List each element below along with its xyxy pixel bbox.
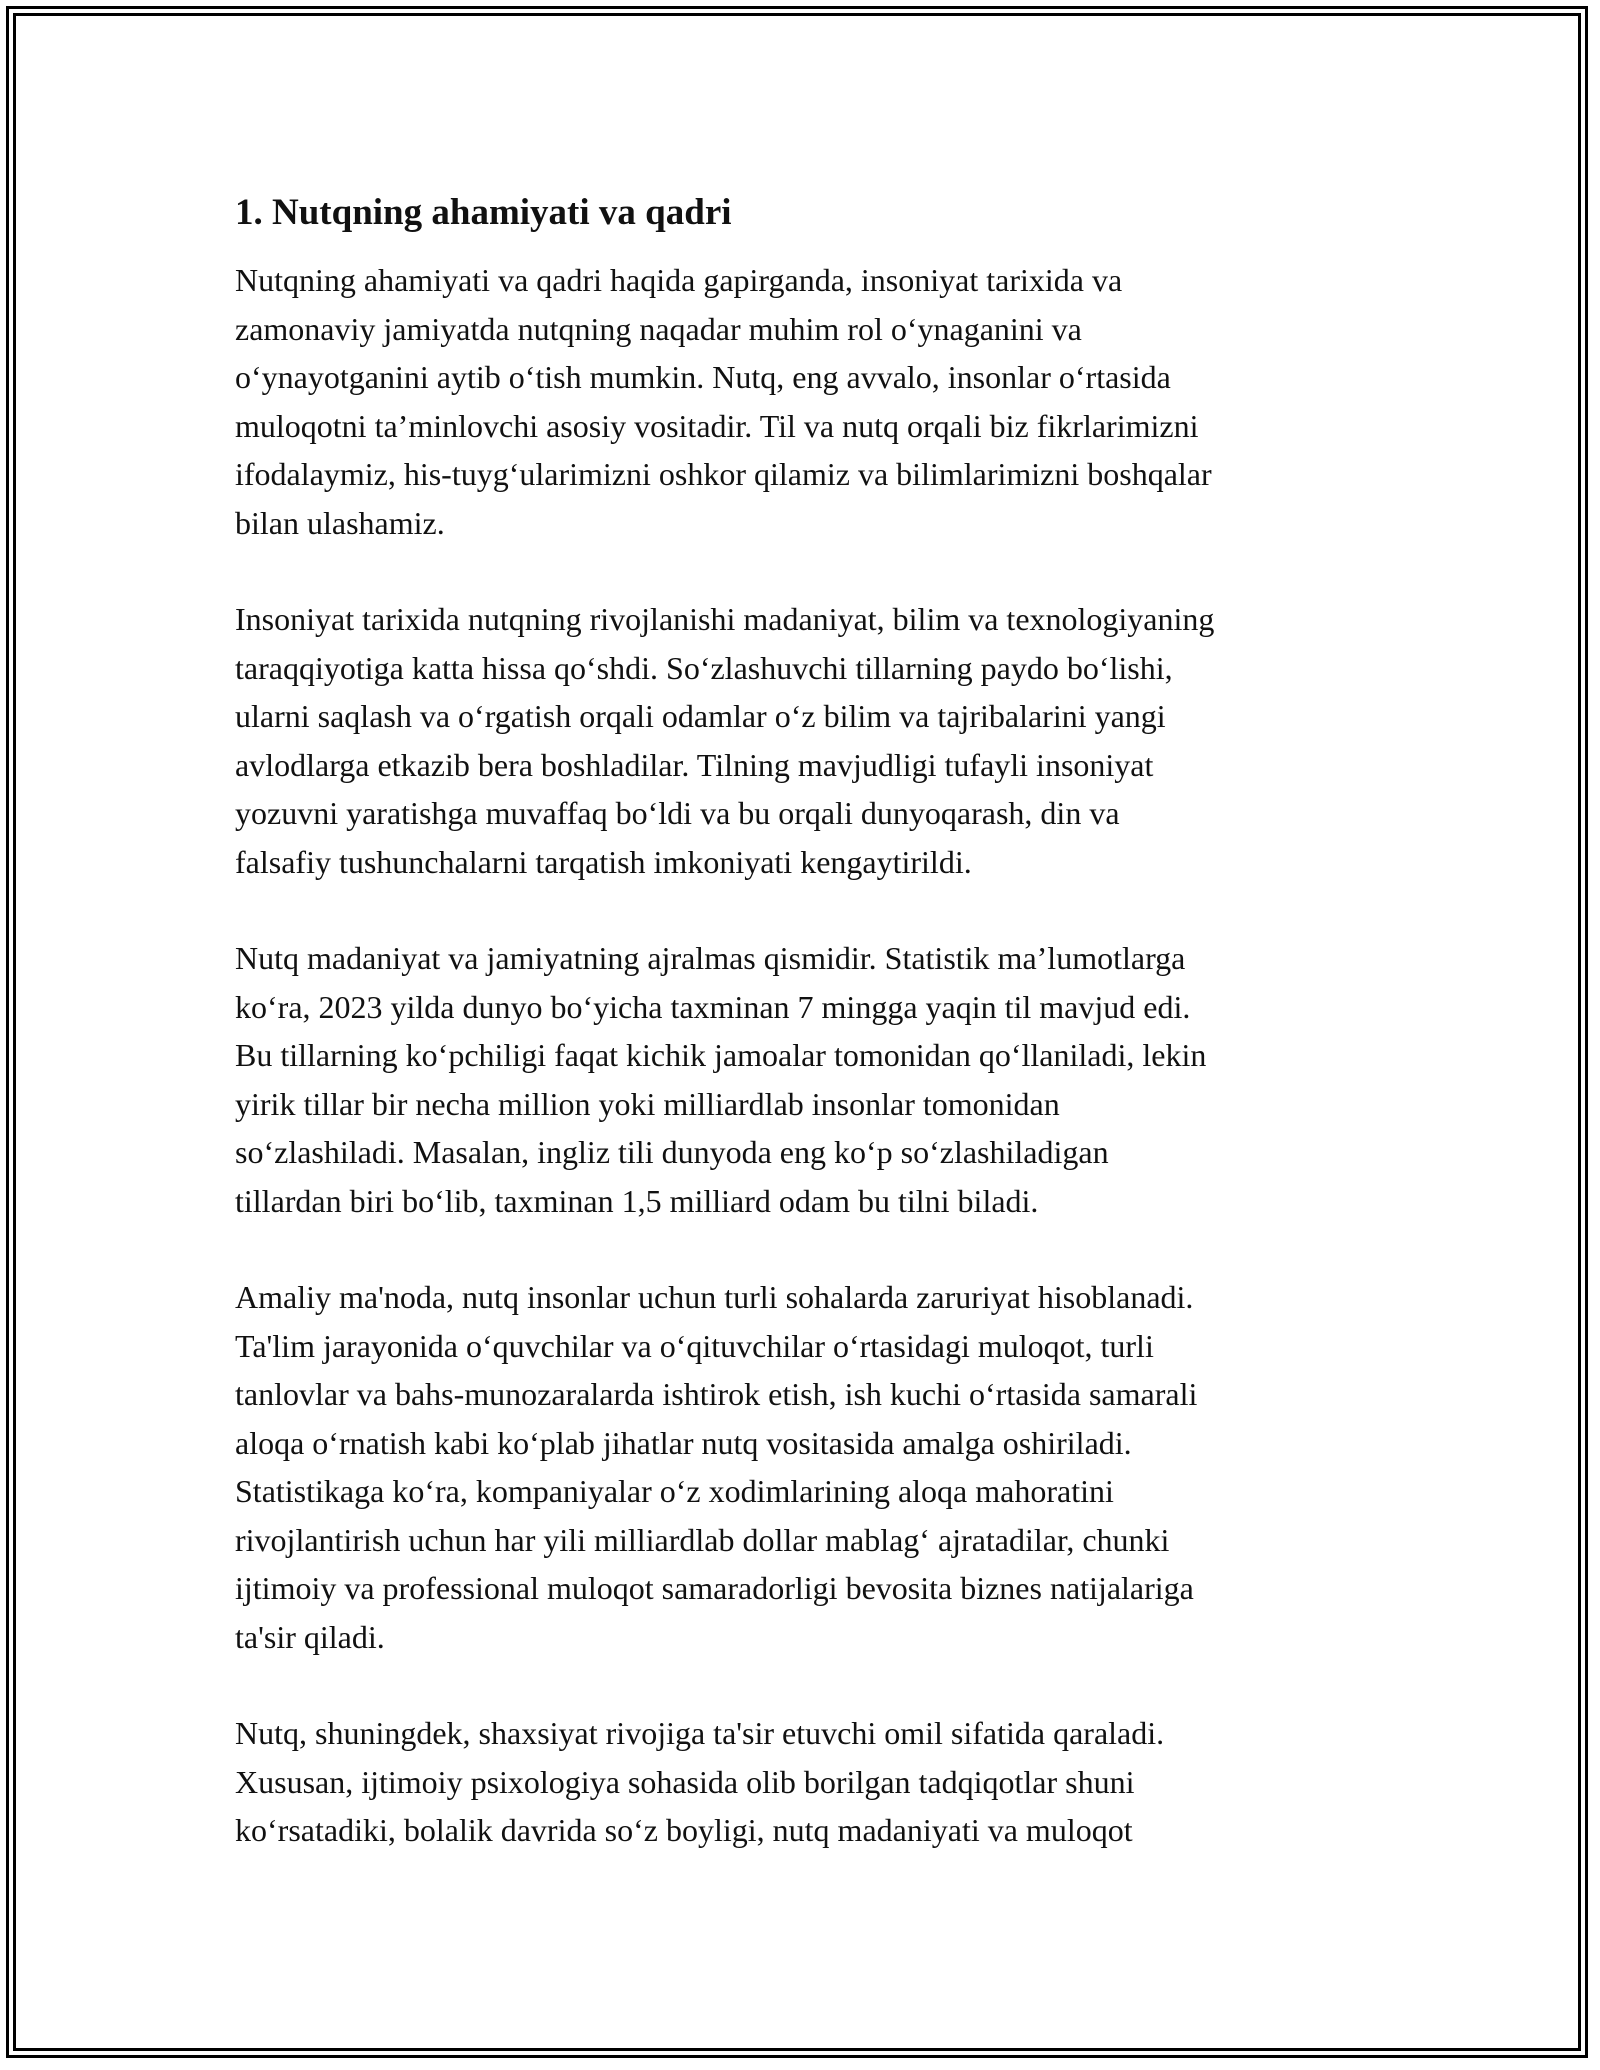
text-line: zamonaviy jamiyatda nutqning naqadar muhim rol o‘ynaganini va xyxy=(235,310,1082,347)
paragraph-4 xyxy=(235,1273,1365,1661)
text-line: so‘zlashiladi. Masalan, ingliz tili dunyoda eng ko‘p so‘zlashiladigan xyxy=(235,1134,1109,1170)
text-line: ko‘ra, 2023 yilda dunyo bo‘yicha taxminan 7 mingga yaqin til mavjud edi. xyxy=(235,988,1191,1025)
paragraph-3 xyxy=(235,934,1365,1225)
text-line: ularni saqlash va o‘rgatish orqali odamlar o‘z bilim va tajribalarini yangi xyxy=(235,698,1166,734)
text-line: avlodlarga etkazib bera boshladilar. Tilning mavjudligi tufayli insoniyat xyxy=(235,746,1154,783)
text-line: yozuvni yaratishga muvaffaq bo‘ldi va bu orqali dunyoqarash, din va xyxy=(235,795,1120,831)
text-line: tanlovlar va bahs-munozaralarda ishtirok etish, ish kuchi o‘rtasida samarali xyxy=(235,1376,1198,1412)
text-line: ko‘rsatadiki, bolalik davrida so‘z boyligi, nutq madaniyati va muloqot xyxy=(235,1812,1133,1848)
text-line: Ta'lim jarayonida o‘quvchilar va o‘qituvchilar o‘rtasidagi muloqot, turli xyxy=(235,1327,1154,1364)
text-line: tillardan biri bo‘lib, taxminan 1,5 milliard odam bu tilni biladi. xyxy=(235,1182,1039,1219)
text-line: o‘ynayotganini aytib o‘tish mumkin. Nutq, eng avvalo, insonlar o‘rtasida xyxy=(235,359,1171,395)
paragraph-2 xyxy=(235,595,1365,886)
text-line: Nutqning ahamiyati va qadri haqida gapirganda, insoniyat tarixida va xyxy=(235,262,1123,298)
paragraph-5 xyxy=(235,1709,1365,1855)
text-line: Statistikaga ko‘ra, kompaniyalar o‘z xodimlarining aloqa mahoratini xyxy=(235,1473,1114,1509)
text-line: taraqqiyotiga katta hissa qo‘shdi. So‘zlashuvchi tillarning paydo bo‘lishi, xyxy=(235,649,1173,686)
text-line: yirik tillar bir necha million yoki milliardlab insonlar tomonidan xyxy=(235,1085,1060,1122)
text-line: aloqa o‘rnatish kabi ko‘plab jihatlar nutq vositasida amalga oshiriladi. xyxy=(235,1424,1132,1461)
text-line: ijtimoiy va professional muloqot samaradorligi bevosita biznes natijalariga xyxy=(235,1570,1194,1606)
text-line: Insoniyat tarixida nutqning rivojlanishi madaniyat, bilim va texnologiyaning xyxy=(235,601,1215,637)
text-line: rivojlantirish uchun har yili milliardlab dollar mablag‘ ajratadilar, chunki xyxy=(235,1521,1170,1558)
text-line: ifodalaymiz, his-tuyg‘ularimizni oshkor qilamiz va bilimlarimizni boshqalar xyxy=(235,456,1212,492)
text-line: Amaliy ma'noda, nutq insonlar uchun turli sohalarda zaruriyat hisoblanadi. xyxy=(235,1279,1194,1315)
text-line: Nutq, shuningdek, shaxsiyat rivojiga ta'sir etuvchi omil sifatida qaraladi. xyxy=(235,1715,1165,1751)
text-line: Xususan, ijtimoiy psixologiya sohasida olib borilgan tadqiqotlar shuni xyxy=(235,1763,1135,1800)
text-line: falsafiy tushunchalarni tarqatish imkoniyati kengaytirildi. xyxy=(235,843,972,880)
section-heading: 1. Nutqning ahamiyati va qadri xyxy=(235,192,732,233)
text-line: Bu tillarning ko‘pchiligi faqat kichik jamoalar tomonidan qo‘llaniladi, lekin xyxy=(235,1037,1207,1073)
text-line: ta'sir qiladi. xyxy=(235,1618,385,1655)
text-line: bilan ulashamiz. xyxy=(235,504,445,541)
text-line: muloqotni ta’minlovchi asosiy vositadir. Til va nutq orqali biz fikrlarimizni xyxy=(235,407,1199,444)
document-body xyxy=(235,186,1365,1903)
text-line: Nutq madaniyat va jamiyatning ajralmas qismidir. Statistik ma’lumotlarga xyxy=(235,940,1186,976)
paragraph-1 xyxy=(235,256,1365,547)
